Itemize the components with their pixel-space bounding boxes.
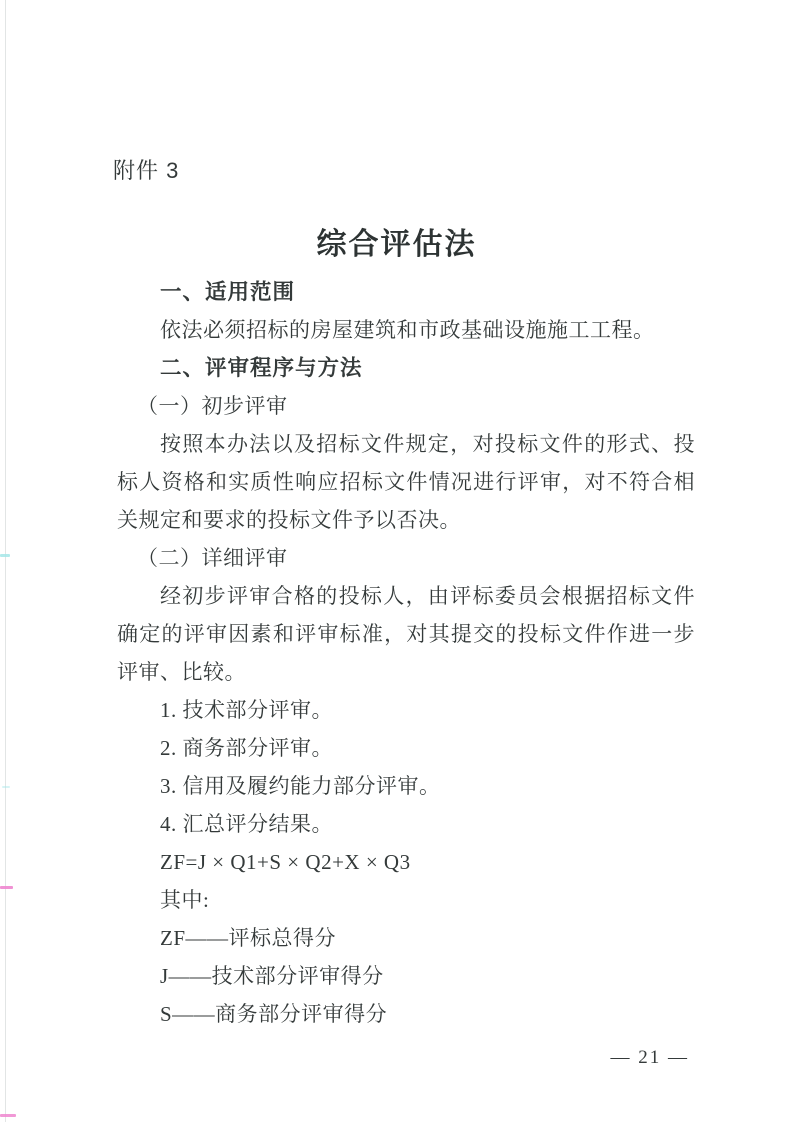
section-heading: 一、适用范围 bbox=[160, 280, 296, 304]
list-item: 1. 技术部分评审。 bbox=[160, 698, 333, 722]
scan-mark-pink bbox=[0, 886, 13, 889]
attachment-label: 附件 3 bbox=[113, 158, 180, 183]
document-body bbox=[117, 273, 695, 1033]
document-title: 综合评估法 bbox=[316, 228, 477, 262]
list-item: 2. 商务部分评审。 bbox=[160, 736, 333, 760]
list-item: 3. 信用及履约能力部分评审。 bbox=[160, 774, 441, 798]
scan-mark-cyan bbox=[0, 554, 10, 557]
scan-mark-pink-bottom bbox=[0, 1114, 16, 1117]
scan-edge-line bbox=[5, 0, 6, 1122]
list-item: 4. 汇总评分结果。 bbox=[160, 812, 333, 836]
scan-mark-cyan-faint bbox=[2, 786, 10, 788]
variable-definition: ZF——评标总得分 bbox=[160, 926, 337, 950]
subsection-heading: （一）初步评审 bbox=[137, 394, 288, 418]
section-heading: 二、评审程序与方法 bbox=[160, 356, 363, 380]
score-formula: ZF=J × Q1+S × Q2+X × Q3 bbox=[160, 850, 411, 874]
variable-definition: S——商务部分评审得分 bbox=[160, 1002, 388, 1026]
list-item: 其中: bbox=[160, 888, 210, 912]
variable-definition: J——技术部分评审得分 bbox=[160, 964, 384, 988]
body-paragraph: 经初步评审合格的投标人，由评标委员会根据招标文件确定的评审因素和评审标准，对其提交的投标文件作进一步评审、比较。 bbox=[117, 584, 695, 684]
page-number: — 21 — bbox=[610, 1047, 689, 1068]
body-paragraph: 依法必须招标的房屋建筑和市政基础设施施工工程。 bbox=[160, 318, 655, 342]
body-paragraph: 按照本办法以及招标文件规定，对投标文件的形式、投标人资格和实质性响应招标文件情况进行评审，对不符合相关规定和要求的投标文件予以否决。 bbox=[117, 432, 695, 532]
subsection-heading: （二）详细评审 bbox=[137, 546, 288, 570]
